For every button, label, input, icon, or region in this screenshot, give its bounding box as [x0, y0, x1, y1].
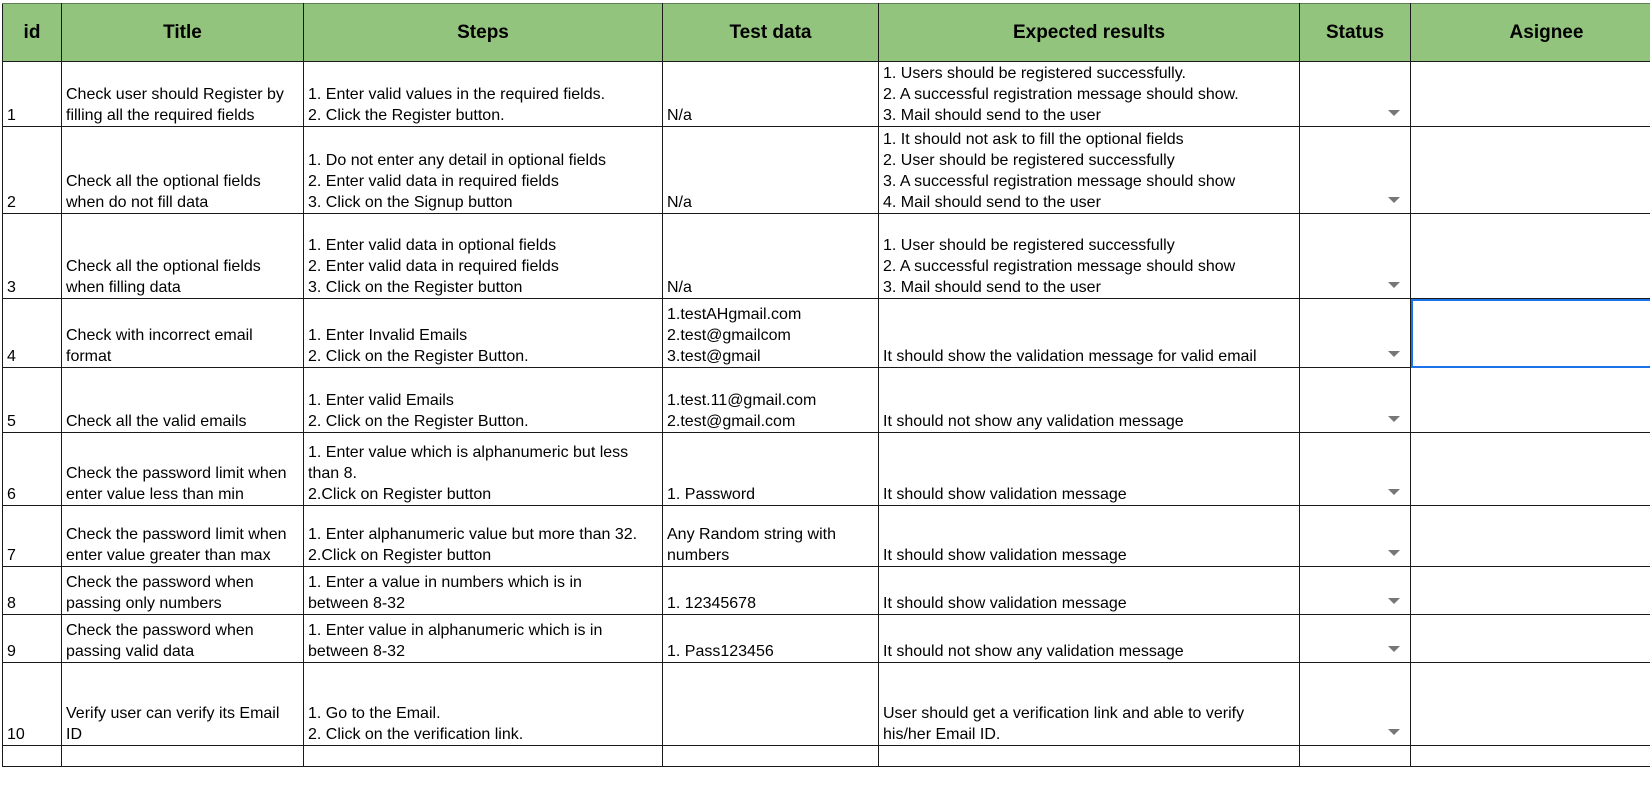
- table-row: [3, 62, 1650, 127]
- cell-expected-results[interactable]: User should get a verification link and able to verify his/her Email ID.: [879, 663, 1300, 746]
- cell-title[interactable]: Check user should Register by filling all the required fields: [62, 62, 304, 127]
- status-dropdown-arrow-icon[interactable]: [1388, 646, 1400, 652]
- table-row: [3, 663, 1650, 746]
- cell-status[interactable]: [1300, 299, 1411, 368]
- header-id[interactable]: id: [3, 4, 62, 62]
- header-assignee[interactable]: Asignee: [1411, 4, 1650, 62]
- cell-title[interactable]: [62, 746, 304, 767]
- header-test-data[interactable]: Test data: [663, 4, 879, 62]
- table-row: [3, 299, 1650, 368]
- cell-status[interactable]: [1300, 368, 1411, 433]
- header-steps[interactable]: Steps: [304, 4, 663, 62]
- cell-assignee[interactable]: [1411, 615, 1650, 663]
- status-dropdown-arrow-icon[interactable]: [1388, 489, 1400, 495]
- table-row: [3, 127, 1650, 214]
- status-dropdown-arrow-icon[interactable]: [1388, 197, 1400, 203]
- cell-steps[interactable]: 1. Enter value in alphanumeric which is in between 8-32: [304, 615, 663, 663]
- cell-steps[interactable]: 1. Enter a value in numbers which is in between 8-32: [304, 567, 663, 615]
- cell-title[interactable]: Check the password limit when enter value less than min: [62, 433, 304, 506]
- cell-expected-results[interactable]: [879, 746, 1300, 767]
- header-expected-results[interactable]: Expected results: [879, 4, 1300, 62]
- cell-test-data[interactable]: [663, 663, 879, 746]
- cell-title[interactable]: Check with incorrect email format: [62, 299, 304, 368]
- cell-title[interactable]: Check the password when passing only numbers: [62, 567, 304, 615]
- cell-assignee[interactable]: [1411, 506, 1650, 567]
- cell-steps[interactable]: 1. Enter alphanumeric value but more than 32. 2.Click on Register button: [304, 506, 663, 567]
- cell-status[interactable]: [1300, 214, 1411, 299]
- status-dropdown-arrow-icon[interactable]: [1388, 729, 1400, 735]
- cell-title[interactable]: Verify user can verify its Email ID: [62, 663, 304, 746]
- cell-status[interactable]: [1300, 62, 1411, 127]
- cell-steps[interactable]: 1. Enter valid Emails 2. Click on the Register Button.: [304, 368, 663, 433]
- cell-title[interactable]: Check all the valid emails: [62, 368, 304, 433]
- cell-test-data[interactable]: N/a: [663, 62, 879, 127]
- status-dropdown-arrow-icon[interactable]: [1388, 282, 1400, 288]
- cell-status[interactable]: [1300, 746, 1411, 767]
- cell-assignee[interactable]: [1411, 663, 1650, 746]
- header-title[interactable]: Title: [62, 4, 304, 62]
- cell-test-data[interactable]: N/a: [663, 127, 879, 214]
- cell-id[interactable]: 10: [3, 663, 62, 746]
- cell-status[interactable]: [1300, 433, 1411, 506]
- cell-expected-results[interactable]: It should show validation message: [879, 506, 1300, 567]
- cell-expected-results[interactable]: It should not show any validation message: [879, 615, 1300, 663]
- cell-assignee[interactable]: [1411, 127, 1650, 214]
- cell-test-data[interactable]: Any Random string with numbers: [663, 506, 879, 567]
- cell-id[interactable]: 6: [3, 433, 62, 506]
- cell-steps[interactable]: 1. Go to the Email. 2. Click on the verification link.: [304, 663, 663, 746]
- cell-steps[interactable]: 1. Enter value which is alphanumeric but less than 8. 2.Click on Register button: [304, 433, 663, 506]
- header-status[interactable]: Status: [1300, 4, 1411, 62]
- status-dropdown-arrow-icon[interactable]: [1388, 416, 1400, 422]
- table-row: [3, 506, 1650, 567]
- cell-status[interactable]: [1300, 567, 1411, 615]
- status-dropdown-arrow-icon[interactable]: [1388, 550, 1400, 556]
- cell-status[interactable]: [1300, 615, 1411, 663]
- cell-steps[interactable]: 1. Do not enter any detail in optional fields 2. Enter valid data in required fields 3. Click on the Signup button: [304, 127, 663, 214]
- table-row: [3, 615, 1650, 663]
- cell-test-data[interactable]: 1.test.11@gmail.com 2.test@gmail.com: [663, 368, 879, 433]
- cell-id[interactable]: 7: [3, 506, 62, 567]
- cell-expected-results[interactable]: 1. User should be registered successfully 2. A successful registration message should show 3. Mail should send to the user: [879, 214, 1300, 299]
- status-dropdown-arrow-icon[interactable]: [1388, 598, 1400, 604]
- cell-test-data[interactable]: 1. Pass123456: [663, 615, 879, 663]
- cell-assignee[interactable]: [1411, 214, 1650, 299]
- cell-title[interactable]: Check the password when passing valid data: [62, 615, 304, 663]
- cell-title[interactable]: Check all the optional fields when do not fill data: [62, 127, 304, 214]
- cell-title[interactable]: Check the password limit when enter value greater than max: [62, 506, 304, 567]
- status-dropdown-arrow-icon[interactable]: [1388, 110, 1400, 116]
- cell-steps[interactable]: 1. Enter valid data in optional fields 2. Enter valid data in required fields 3. Click on the Register button: [304, 214, 663, 299]
- cell-test-data[interactable]: N/a: [663, 214, 879, 299]
- cell-id[interactable]: 8: [3, 567, 62, 615]
- cell-steps[interactable]: 1. Enter valid values in the required fields. 2. Click the Register button.: [304, 62, 663, 127]
- cell-assignee-selected[interactable]: [1411, 299, 1650, 368]
- table-row: [3, 433, 1650, 506]
- cell-expected-results[interactable]: It should not show any validation message: [879, 368, 1300, 433]
- cell-test-data[interactable]: 1. Password: [663, 433, 879, 506]
- table-row: [3, 368, 1650, 433]
- header-row: [3, 4, 1650, 62]
- cell-steps[interactable]: 1. Enter Invalid Emails 2. Click on the Register Button.: [304, 299, 663, 368]
- cell-assignee[interactable]: [1411, 567, 1650, 615]
- cell-id[interactable]: 9: [3, 615, 62, 663]
- cell-id[interactable]: [3, 746, 62, 767]
- cell-status[interactable]: [1300, 127, 1411, 214]
- cell-expected-results[interactable]: It should show validation message: [879, 567, 1300, 615]
- cell-status[interactable]: [1300, 506, 1411, 567]
- cell-assignee[interactable]: [1411, 746, 1650, 767]
- cell-assignee[interactable]: [1411, 368, 1650, 433]
- cell-expected-results[interactable]: 1. It should not ask to fill the optional fields 2. User should be registered successfully 3. A successful registration message should show 4. Mail should send to the user: [879, 127, 1300, 214]
- test-case-table: [2, 3, 1650, 767]
- cell-status[interactable]: [1300, 663, 1411, 746]
- cell-expected-results[interactable]: It should show validation message: [879, 433, 1300, 506]
- cell-id[interactable]: 1: [3, 62, 62, 127]
- status-dropdown-arrow-icon[interactable]: [1388, 351, 1400, 357]
- cell-test-data[interactable]: 1.testAHgmail.com 2.test@gmailcom 3.test@gmail: [663, 299, 879, 368]
- cell-id[interactable]: 3: [3, 214, 62, 299]
- cell-expected-results[interactable]: 1. Users should be registered successfully. 2. A successful registration message should show. 3. Mail should send to the user: [879, 62, 1300, 127]
- cell-assignee[interactable]: [1411, 433, 1650, 506]
- cell-assignee[interactable]: [1411, 62, 1650, 127]
- cell-title[interactable]: Check all the optional fields when filling data: [62, 214, 304, 299]
- cell-test-data[interactable]: 1. 12345678: [663, 567, 879, 615]
- cell-expected-results[interactable]: It should show the validation message for valid email: [879, 299, 1300, 368]
- cell-id[interactable]: 4: [3, 299, 62, 368]
- table-row: [3, 746, 1650, 767]
- table-row: [3, 567, 1650, 615]
- table-row: [3, 214, 1650, 299]
- cell-id[interactable]: 5: [3, 368, 62, 433]
- cell-steps[interactable]: [304, 746, 663, 767]
- cell-id[interactable]: 2: [3, 127, 62, 214]
- cell-test-data[interactable]: [663, 746, 879, 767]
